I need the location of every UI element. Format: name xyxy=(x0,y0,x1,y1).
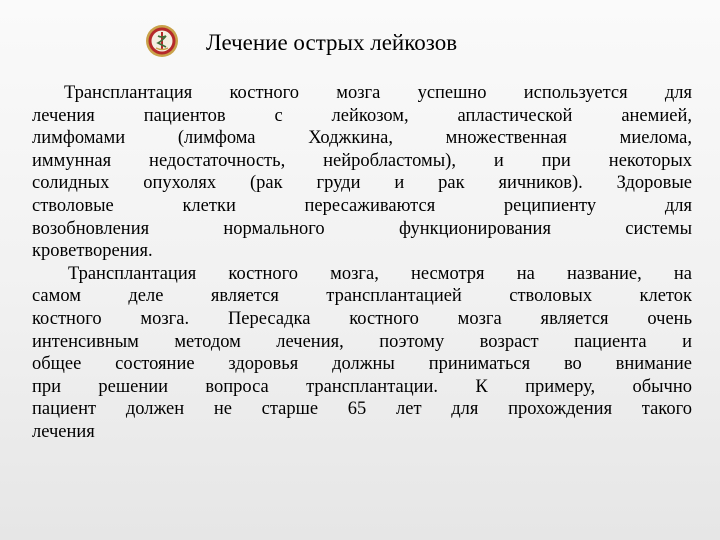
text-line: при решении вопроса трансплантации. К примеру, обычно xyxy=(32,376,692,397)
text-line: Трансплантация костного мозга успешно используется для xyxy=(64,83,692,103)
text-line: костного мозга. Пересадка костного мозга является очень xyxy=(32,308,692,329)
text-line: иммунная недостаточность, нейробластомы), и при некоторых xyxy=(32,150,692,171)
paragraph-1 xyxy=(32,82,692,263)
text-line: солидных опухолях (рак груди и рак яичников). Здоровые xyxy=(32,173,692,194)
text-line: кроветворения. xyxy=(32,241,153,262)
paragraph-2 xyxy=(32,263,692,444)
slide-header xyxy=(0,22,720,64)
text-line: стволовые клетки пересаживаются реципиенту для xyxy=(32,195,692,216)
medical-emblem-icon xyxy=(145,24,179,58)
text-line: Трансплантация костного мозга, несмотря на название, на xyxy=(68,263,692,284)
text-line: самом деле является трансплантацией стволовых клеток xyxy=(32,286,692,307)
text-line: общее состояние здоровья должны приниматься во внимание xyxy=(32,354,692,375)
text-line: интенсивным методом лечения, поэтому возраст пациента и xyxy=(32,331,692,352)
text-line: возобновления нормального функционирования системы xyxy=(32,218,692,239)
slide-body xyxy=(32,82,692,444)
slide-title: Лечение острых лейкозов xyxy=(206,30,458,55)
text-line: пациент должен не старше 65 лет для прохождения такого xyxy=(32,399,692,420)
text-line: лимфомами (лимфома Ходжкина, множественная миелома, xyxy=(32,128,692,149)
text-line: лечения пациентов с лейкозом, апластической анемией, xyxy=(32,105,692,126)
text-line: лечения xyxy=(32,421,95,442)
